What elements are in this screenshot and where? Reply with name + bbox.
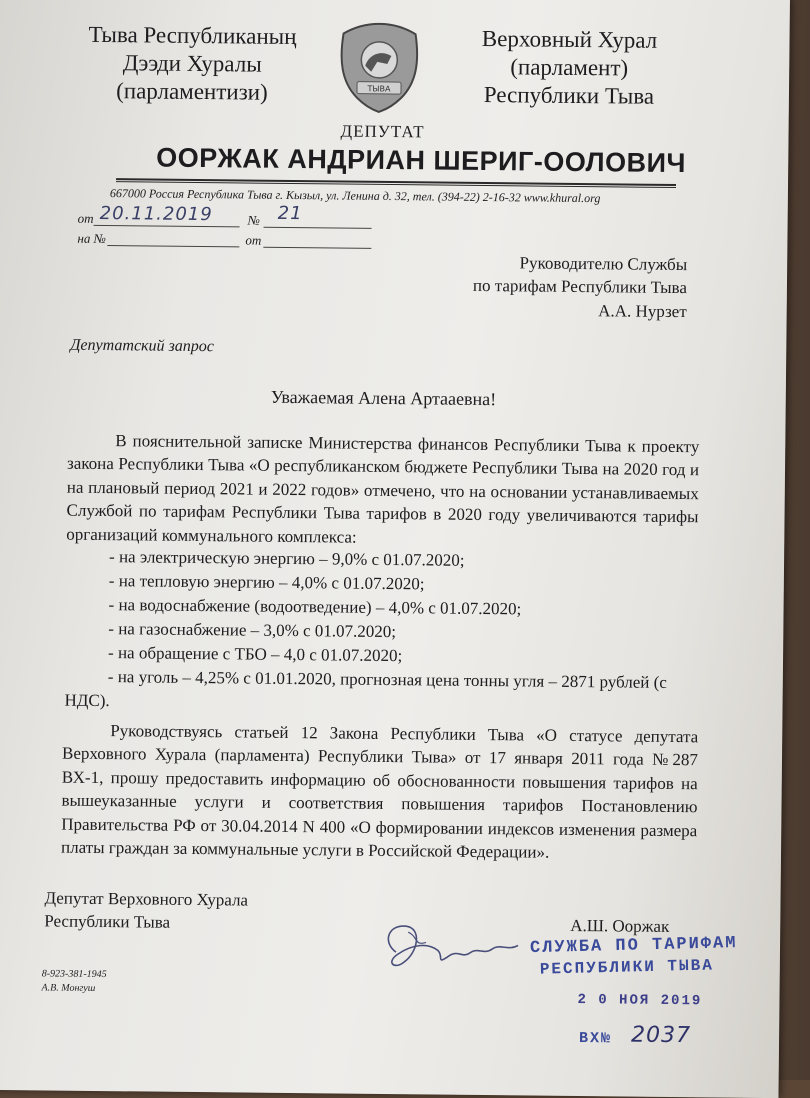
emblem-label: ТЫВА (367, 84, 391, 94)
header-left-line: Тыва Республиканың (88, 21, 297, 50)
stamp-incoming-prefix: ВХ№ (578, 1030, 613, 1048)
reference-label: на № (77, 230, 106, 247)
address-line: 667000 Россия Республика Тыва г. Кызыл, ул. Ленина д. 32, тел. (394-22) 2-16-32 www.khural.org (109, 186, 601, 206)
executor-phone: 8-923-381-1945 (41, 968, 107, 981)
reference-date-label: от (245, 232, 262, 248)
header-right (459, 25, 680, 111)
deputy-name: ООРЖАК АНДРИАН ШЕРИГ-ООЛОВИЧ (156, 142, 687, 179)
executor-name: А.В. Монгуш (41, 982, 96, 994)
stamp-date: 2 0 НОЯ 2019 (577, 992, 703, 1010)
list-item: - на газоснабжение – 3,0% с 01.07.2020; (108, 619, 397, 642)
list-item-continuation: НДС). (64, 690, 110, 711)
letter-date: 20.11.2019 (99, 202, 213, 226)
salutation: Уважаемая Алена Артааевна! (270, 386, 497, 410)
paragraph-intro: В пояснительной записке Министерства финансов Республики Тыва к проекту закона Республики Тыва «О республиканском бюджете Республики Тыва на 2020 год и на плановый период 2021 и 2022 годов» отмечено, что на основании устанавливаемых Службой по тарифам Республики Тыва тарифов в 2020 году увеличиваются тарифы организаций коммунального комплекса: (66, 431, 700, 547)
handwritten-signature-icon (378, 912, 529, 984)
signature-title-line: Депутат Верховного Хурала (44, 888, 249, 910)
header-right-line: Верховный Хурал (481, 25, 658, 53)
signature-name: А.Ш. Ооржак (570, 915, 670, 936)
date-underline (94, 225, 240, 228)
number-label: № (247, 212, 260, 228)
header-left-line: Дээди Хуралы (122, 50, 262, 77)
header-left-line: (парламентизи) (116, 78, 268, 105)
stamp-incoming-number: 2037 (630, 1022, 692, 1049)
list-item: - на тепловую энергию – 4,0% с 01.07.2020; (108, 571, 425, 594)
addressee (472, 251, 688, 323)
document-type: Депутатский запрос (70, 336, 215, 356)
addressee-line: А.А. Нурзет (598, 301, 687, 321)
stamp-org-line: РЕСПУБЛИКИ ТЫВА (539, 956, 715, 979)
reference-date-underline (263, 247, 371, 249)
number-underline (264, 227, 372, 229)
list-item: - на водоснабжение (водоотведение) – 4,0% с 01.07.2020; (108, 595, 522, 619)
paragraph-request: Руководствуясь статьей 12 Закона Республики Тыва «О статусе депутата Верховного Хурала (парламента) Республики Тыва» от 17 января 2011 года №287 ВХ-1, прошу предоставить информацию об обоснованности повышения тарифов на вышеуказанные услуги и соответствия повышения тарифов Постановлению Правительства РФ от 30.04.2014 N 400 «О формировании индексов изменения размера платы граждан за коммунальные услуги в Российской Федерации». (60, 721, 699, 862)
addressee-line: Руководителю Службы (519, 253, 688, 275)
deputy-label: ДЕПУТАТ (340, 121, 425, 142)
list-item: - на уголь – 4,25% с 01.01.2020, прогнозная цена тонны угля – 2871 рублей (с (107, 667, 667, 692)
tuva-emblem-icon (331, 19, 428, 116)
list-item: - на обращение с ТБО – 4,0 с 01.07.2020; (107, 643, 403, 666)
date-label: от (77, 210, 94, 226)
signature-title (44, 886, 248, 935)
stamp-org-line: СЛУЖБА ПО ТАРИФАМ (529, 934, 738, 959)
list-item: - на электрическую энергию – 9,0% с 01.07.2020; (108, 547, 465, 570)
header-right-line: Республики Тыва (483, 81, 655, 109)
letter-number: 21 (277, 202, 303, 225)
reference-underline (107, 245, 239, 247)
header-right-line: (парламент) (510, 54, 629, 81)
addressee-line: по тарифам Республики Тыва (472, 276, 688, 298)
signature-title-line: Республики Тыва (44, 911, 171, 933)
header-left (67, 21, 318, 108)
